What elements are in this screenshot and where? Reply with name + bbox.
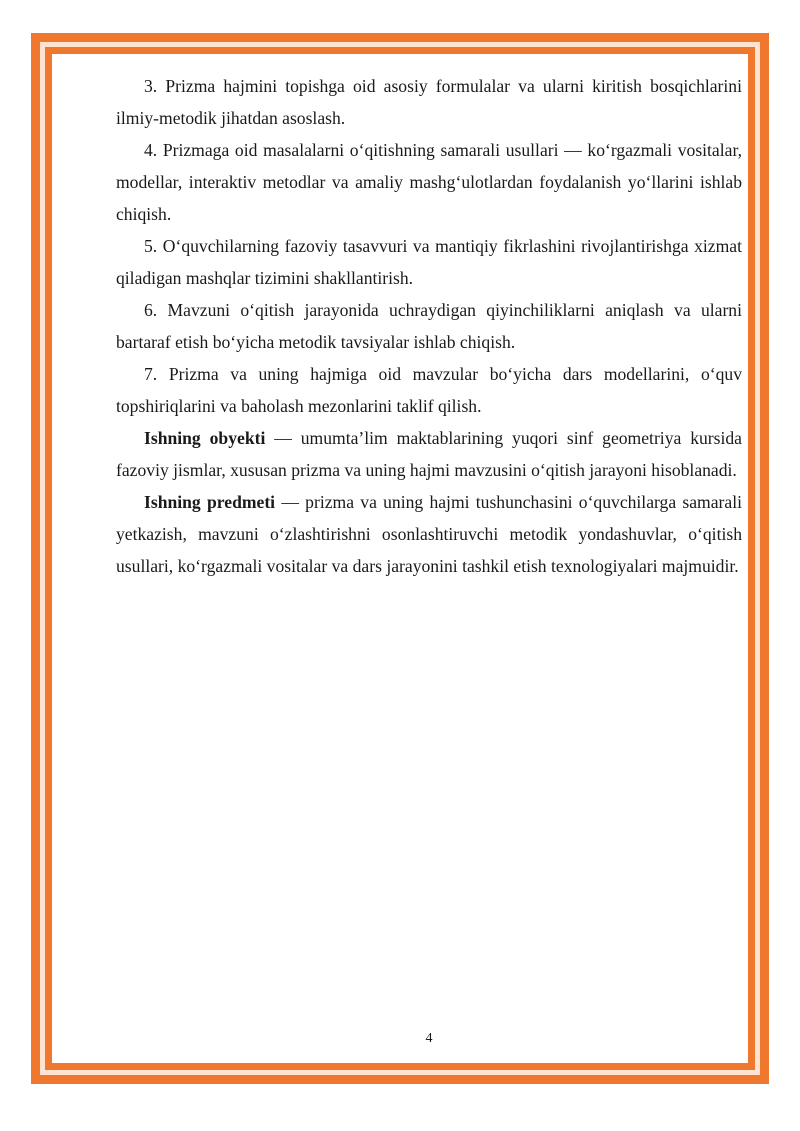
object-text: — umumta’lim maktablarining yuqori sinf geometriya kursida fazoviy jismlar, xususan prizma va uning hajmi mavzusini o‘qitish jarayoni hisoblanadi.: [116, 428, 742, 480]
list-item-5: 5. O‘quvchilarning fazoviy tasavvuri va mantiqiy fikrlashini rivojlantirishga xizmat qiladigan mashqlar tizimini shakllantirish.: [116, 236, 742, 288]
subject-paragraph: [116, 486, 742, 582]
page-number: 4: [425, 1031, 433, 1046]
subject-term: Ishning predmeti: [144, 492, 276, 512]
subject-text: — prizma va uning hajmi tushunchasini o‘quvchilarga samarali yetkazish, mavzuni o‘zlashtirishni osonlashtiruvchi metodik yondashuvlar, o‘qitish usullari, ko‘rgazmali vositalar va dars jarayonini tashkil etish texnologiyalari majmuidir.: [116, 492, 742, 576]
object-paragraph: [116, 422, 742, 486]
body-text: [116, 70, 742, 582]
list-item-7: 7. Prizma va uning hajmiga oid mavzular bo‘yicha dars modellarini, o‘quv topshiriqlarini va baholash mezonlarini taklif qilish.: [116, 364, 742, 416]
object-term: Ishning obyekti: [144, 428, 266, 448]
list-item-3: 3. Prizma hajmini topishga oid asosiy formulalar va ularni kiritish bosqichlarini ilmiy-metodik jihatdan asoslash.: [116, 76, 742, 128]
list-item-6: 6. Mavzuni o‘qitish jarayonida uchraydigan qiyinchiliklarni aniqlash va ularni bartaraf etish bo‘yicha metodik tavsiyalar ishlab chiqish.: [116, 300, 742, 352]
list-item-4: 4. Prizmaga oid masalalarni o‘qitishning samarali usullari — ko‘rgazmali vositalar, modellar, interaktiv metodlar va amaliy mashg‘ulotlardan foydalanish yo‘llarini ishlab chiqish.: [116, 140, 742, 224]
